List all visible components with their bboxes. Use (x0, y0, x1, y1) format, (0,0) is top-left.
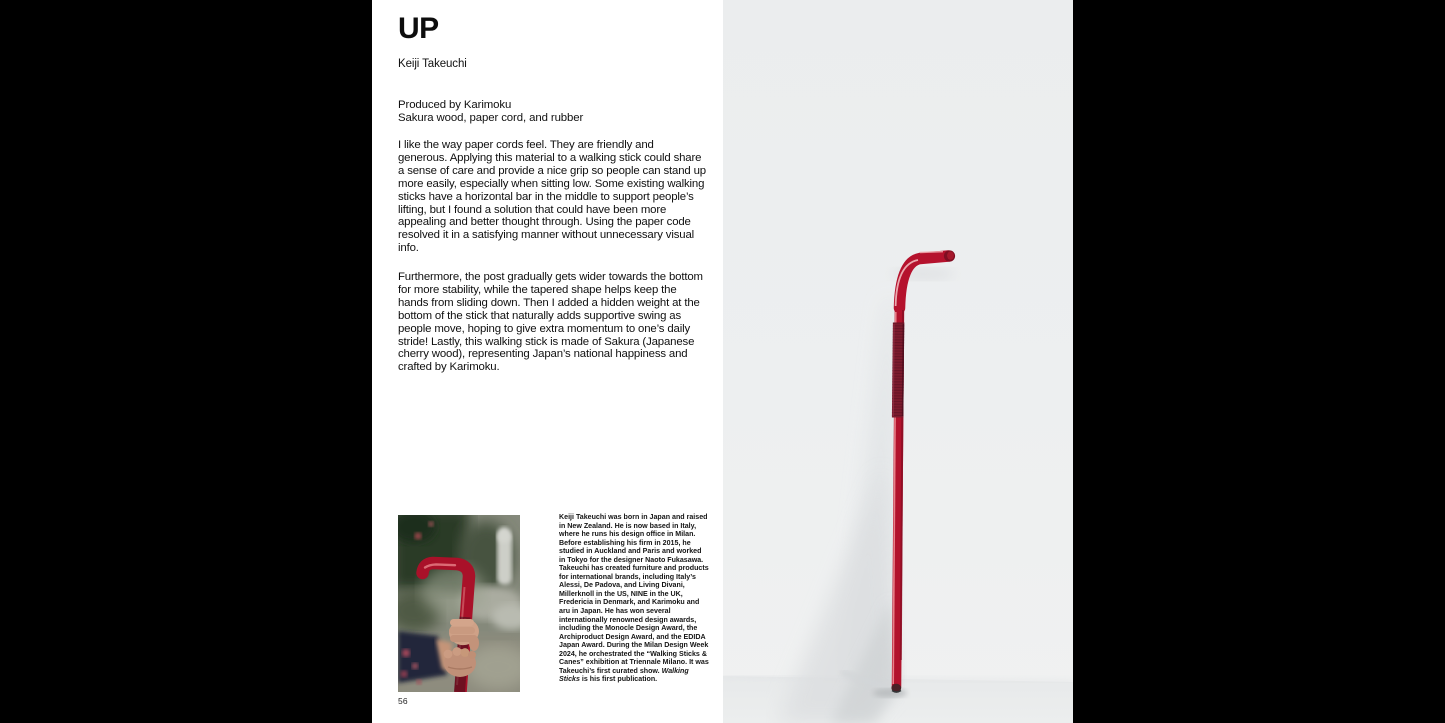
hands-photo-illustration (398, 515, 520, 692)
body-paragraph-1: I like the way paper cords feel. They are friendly and generous. Applying this material to a walking stick could share a sense of care and provide a nice grip so people can stand up more easily, especially when sitting low. Some existing walking sticks have a horizontal bar in the middle to support people’s lifting, but I found a solution that could have been more appealing and better thought through. Using the paper code resolved it in a satisfying manner without unnecessary visual info. (398, 139, 706, 255)
handle-end-face (947, 251, 954, 259)
page-number: 56 (398, 696, 408, 706)
bio-text-lead: Keiji Takeuchi was born in Japan and raised in New Zealand. He is now based in Italy, where he runs his design office in Milan. Before establishing his firm in 2015, he studied in Auckland and Paris and worked in Tokyo for the designer Naoto Fukasawa. Takeuchi has created furniture and products for international brands, including Italy’s Alessi, De Padova, and Living Divani, Millerknoll in the US, NINE in the UK, Fredericia in Denmark, and Karimoku and aru in Japan. He has won several internationally renowned design awards, including the Monocle Design Award, the Archiproduct Design Award, and the EDIDA Japan Award. During the Milan Design Week 2024, he orchestrated the “Walking Sticks & Canes” exhibition at Triennale Milano. It was Takeuchi’s first curated show. (559, 513, 709, 675)
credits-block (398, 99, 583, 125)
hands-photo (398, 515, 520, 692)
handle-glint (920, 252, 943, 253)
walking-stick-photo-illustration (723, 0, 1073, 723)
body-paragraph-2: Furthermore, the post gradually gets wider towards the bottom for more stability, while the tapered shape helps keep the hands from sliding down. Then I added a hidden weight at the bottom of the stick that naturally adds supportive swing as people move, hoping to give extra momentum to one’s daily stride! Lastly, this walking stick is made of Sakura (Japanese cherry wood), representing Japan’s national happiness and crafted by Karimoku. (398, 271, 703, 374)
page-title: UP (398, 12, 439, 45)
cord-grip (893, 323, 903, 418)
credit-producer: Produced by Karimoku (398, 99, 512, 111)
right-page-photo (723, 0, 1073, 723)
bio-book-title: Walking Sticks (559, 666, 689, 684)
book-spread (372, 0, 1073, 723)
left-page (372, 0, 723, 723)
bio-text-tail: is his first publication. (579, 675, 658, 684)
credit-materials: Sakura wood, paper cord, and rubber (398, 112, 584, 124)
author-byline: Keiji Takeuchi (398, 58, 467, 70)
author-bio (559, 513, 709, 684)
